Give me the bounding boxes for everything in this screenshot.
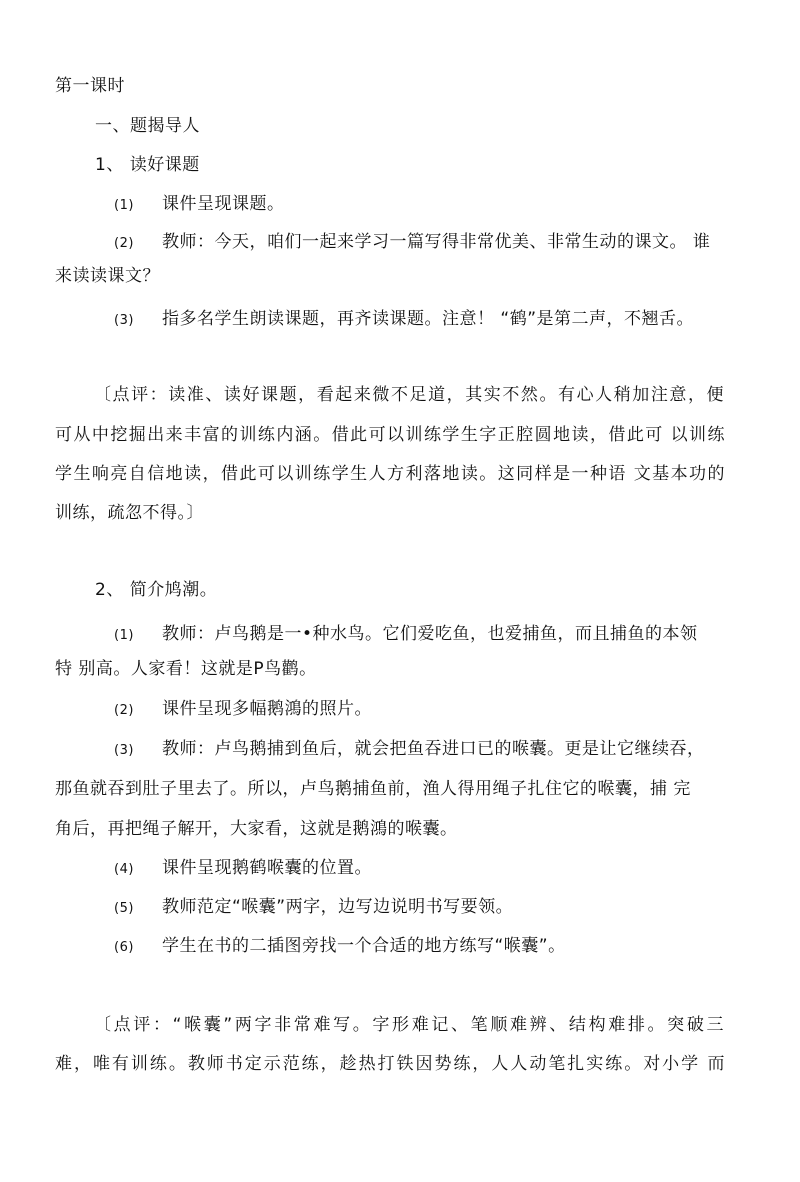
- step-item: [114, 895, 513, 921]
- subsection-heading: 1、 读好课题: [95, 155, 200, 175]
- comment-line: 可从中挖掘出来丰富的训练内涵。借此可以训练学生字正腔圆地读，借此可 以训练: [55, 425, 725, 445]
- step-item: [114, 856, 372, 882]
- step-continuation: 那鱼就吞到肚子里去了。所以，卢鸟鹅捕鱼前，渔人得用绳子扎住它的喉囊，捕 完: [55, 779, 691, 799]
- step-text: 课件呈现课题。: [162, 194, 285, 214]
- step-continuation: 来读读课文？: [55, 266, 160, 286]
- step-text: 课件呈现多幅鹅鴻的照片。: [162, 699, 372, 719]
- step-item: [114, 697, 372, 723]
- section-heading: 一、题揭导人: [95, 116, 200, 136]
- comment-line: 训练，疏忽不得。〕: [55, 503, 204, 523]
- comment-line: 〔点评：“喉囊”两字非常难写。字形难记、笔顺难辨、结构难排。突破三: [94, 1015, 724, 1035]
- step-text: 教师范定“喉囊”两字，边写边说明书写要领。: [162, 897, 514, 917]
- step-item: [114, 230, 710, 256]
- comment-line: 难，唯有训练。教师书定示范练，趁热打铁因势练，人人动笔扎实练。对小学 而: [55, 1054, 725, 1074]
- step-text: 指多名学生朗读课题，再齐读课题。注意！ “鹤”是第二声，不翘舌。: [162, 309, 695, 329]
- step-number: (2): [114, 703, 134, 718]
- step-text: 教师：卢鸟鹅是一•种水鸟。它们爱吃鱼，也爱捕鱼，而且捕鱼的本领: [162, 624, 698, 644]
- step-item: [114, 192, 285, 218]
- step-item: [114, 737, 705, 763]
- step-continuation: 特 别高。人家看！这就是P鸟鹳。: [55, 659, 317, 679]
- step-number: (3): [114, 313, 134, 328]
- step-number: (1): [114, 628, 134, 643]
- step-text: 课件呈现鹅鹤喉囊的位置。: [162, 858, 372, 878]
- subsection-heading: 2、 简介鸠潮。: [95, 580, 218, 600]
- step-item: [114, 934, 566, 960]
- step-number: (5): [114, 901, 134, 916]
- comment-line: 〔点评：读准、读好课题，看起来微不足道，其实不然。有心人稍加注意，便: [94, 385, 724, 405]
- step-item: [114, 622, 698, 648]
- step-number: (3): [114, 743, 134, 758]
- step-item: [114, 307, 694, 333]
- step-text: 教师：今天，咱们一起来学习一篇写得非常优美、非常生动的课文。 谁: [162, 232, 711, 252]
- step-number: (2): [114, 236, 134, 251]
- lesson-title: 第一课时: [55, 76, 125, 96]
- step-text: 学生在书的二插图旁找一个合适的地方练写“喉囊”。: [162, 936, 566, 956]
- step-number: (6): [114, 940, 134, 955]
- step-continuation: 角后，再把绳子解开，大家看，这就是鹅鴻的喉囊。: [55, 819, 458, 839]
- step-text: 教师：卢鸟鹅捕到鱼后，就会把鱼吞进口已的喉囊。更是让它继续吞，: [162, 739, 705, 759]
- comment-line: 学生响亮自信地读，借此可以训练学生人方利落地读。这同样是一种语 文基本功的: [55, 464, 725, 484]
- step-number: (1): [114, 198, 134, 213]
- step-number: (4): [114, 862, 134, 877]
